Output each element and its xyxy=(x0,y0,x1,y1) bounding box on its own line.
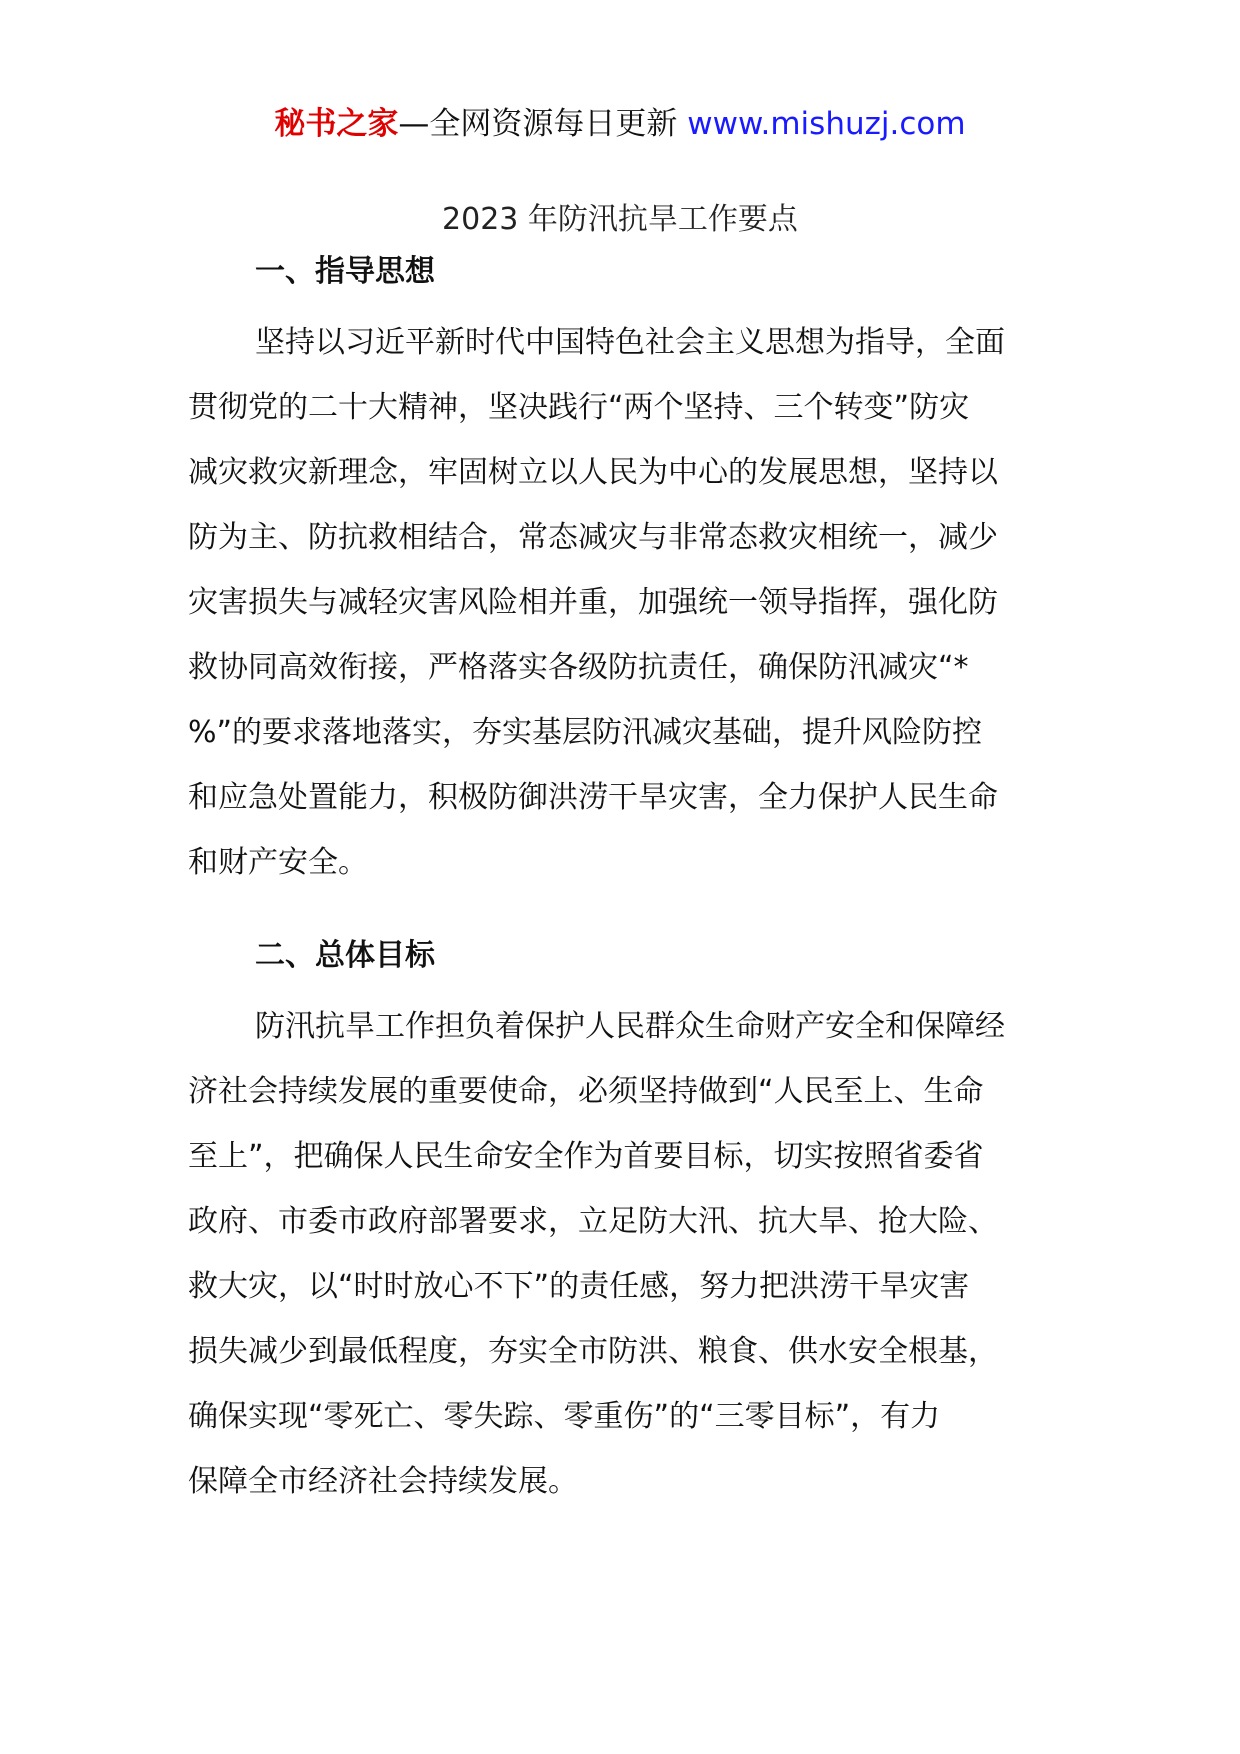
header-tagline: —全网资源每日更新 xyxy=(398,106,688,142)
site-header xyxy=(0,100,1240,148)
paragraph-line: 防为主、防抗救相结合，常态减灾与非常态救灾相统一，减少 xyxy=(188,520,998,555)
section-body-guiding-ideology xyxy=(188,310,1048,895)
paragraph-line: 保障全市经济社会持续发展。 xyxy=(188,1464,578,1499)
document-title: 2023 年防汛抗旱工作要点 xyxy=(442,202,798,237)
paragraph-line: 和应急处置能力，积极防御洪涝干旱灾害，全力保护人民生命 xyxy=(188,780,998,815)
paragraph-line: 和财产安全。 xyxy=(188,845,368,880)
section-heading-guiding-ideology: 一、指导思想 xyxy=(255,254,435,289)
paragraph-line: 贯彻党的二十大精神，坚决践行“两个坚持、三个转变”防灾 xyxy=(188,390,970,425)
paragraph-line: 减灾救灾新理念，牢固树立以人民为中心的发展思想，坚持以 xyxy=(188,455,998,490)
paragraph-line: 防汛抗旱工作担负着保护人民群众生命财产安全和保障经 xyxy=(255,1009,1005,1044)
paragraph-line: 确保实现“零死亡、零失踪、零重伤”的“三零目标”，有力 xyxy=(188,1399,941,1434)
section-body-overall-goals xyxy=(188,994,1048,1514)
paragraph-line: 坚持以习近平新时代中国特色社会主义思想为指导，全面 xyxy=(255,325,1005,360)
paragraph-line: 救大灾，以“时时放心不下”的责任感，努力把洪涝干旱灾害 xyxy=(188,1269,970,1304)
paragraph-line: 损失减少到最低程度，夯实全市防洪、粮食、供水安全根基， xyxy=(188,1334,998,1369)
site-url-link[interactable]: www.mishuzj.com xyxy=(687,106,966,142)
section-heading-overall-goals: 二、总体目标 xyxy=(255,938,435,973)
paragraph-line: 救协同高效衔接，严格落实各级防抗责任，确保防汛减灾“* xyxy=(188,650,969,685)
brand-name: 秘书之家 xyxy=(274,106,399,142)
paragraph-line: 政府、市委市政府部署要求，立足防大汛、抗大旱、抢大险、 xyxy=(188,1204,998,1239)
paragraph-line: 济社会持续发展的重要使命，必须坚持做到“人民至上、生命 xyxy=(188,1074,984,1109)
paragraph-line: 灾害损失与减轻灾害风险相并重，加强统一领导指挥，强化防 xyxy=(188,585,998,620)
paragraph-line: 至上”，把确保人民生命安全作为首要目标，切实按照省委省 xyxy=(188,1139,984,1174)
paragraph-line: %”的要求落地落实，夯实基层防汛减灾基础，提升风险防控 xyxy=(188,715,983,750)
